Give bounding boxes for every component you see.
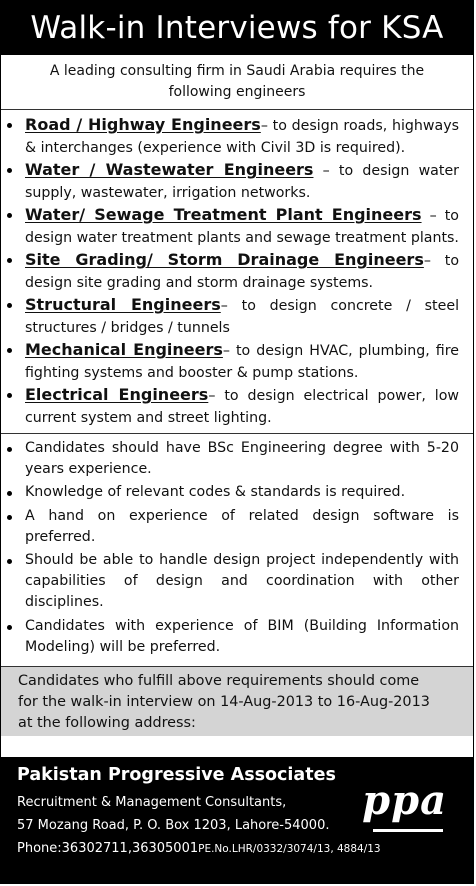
ppa-logo: ppa bbox=[362, 777, 447, 824]
requirements-list bbox=[1, 434, 473, 666]
intro-line-2: following engineers bbox=[168, 84, 306, 100]
intro-text bbox=[1, 55, 473, 110]
engineer-item bbox=[1, 249, 473, 294]
engineer-desc: – to design electrical power, low current system and street lighting. bbox=[25, 388, 459, 426]
intro-line-1: A leading consulting firm in Saudi Arabia requires the bbox=[49, 63, 425, 79]
engineer-role: Mechanical Engineers bbox=[25, 340, 223, 359]
engineer-item bbox=[1, 294, 473, 339]
engineer-role: Road / Highway Engineers bbox=[25, 115, 261, 134]
engineer-item bbox=[1, 384, 473, 429]
engineer-desc: – to design water supply, wastewater, irrigation networks. bbox=[25, 163, 460, 201]
walkin-line-2: for the walk-in interview on 14-Aug-2013 to 16-Aug-2013 bbox=[18, 694, 430, 711]
engineer-role: Site Grading/ Storm Drainage Engineers bbox=[25, 250, 424, 269]
engineer-desc: – to design water treatment plants and sewage treatment plants. bbox=[25, 208, 459, 246]
ad-title: Walk-in Interviews for KSA bbox=[1, 1, 473, 55]
requirement-item: Candidates should have BSc Engineering degree with 5-20 years experience. bbox=[1, 438, 473, 480]
phone-numbers: Phone:36302711,36305001 bbox=[17, 841, 199, 856]
engineer-desc: – to design concrete / steel structures / bridges / tunnels bbox=[25, 298, 460, 336]
requirement-item: Knowledge of relevant codes & standards is required. bbox=[1, 482, 473, 503]
requirement-item: Should be able to handle design project independently with capabilities of design and coordination with other disciplines. bbox=[1, 550, 473, 614]
requirement-item: Candidates with experience of BIM (Building Information Modeling) will be preferred. bbox=[1, 616, 473, 658]
registration-number: PE.No.LHR/0332/3074/13, 4884/13 bbox=[198, 843, 381, 855]
contact-footer bbox=[1, 757, 473, 883]
company-tagline: Recruitment & Management Consultants, bbox=[17, 795, 287, 810]
engineer-role: Water/ Sewage Treatment Plant Engineers bbox=[25, 205, 422, 224]
engineer-role: Structural Engineers bbox=[25, 295, 221, 314]
logo-underline bbox=[373, 829, 443, 832]
engineer-role: Water / Wastewater Engineers bbox=[25, 160, 314, 179]
engineer-desc: – to design site grading and storm drainage systems. bbox=[25, 253, 459, 291]
company-name: Pakistan Progressive Associates bbox=[17, 765, 336, 785]
contact-line bbox=[17, 841, 381, 856]
requirement-item: A hand on experience of related design software is preferred. bbox=[1, 506, 473, 548]
engineer-desc: – to design roads, highways & interchanges (experience with Civil 3D is required). bbox=[25, 118, 459, 156]
walkin-line-1: Candidates who fulfill above requirements should come bbox=[18, 673, 420, 690]
walkin-line-3: at the following address: bbox=[18, 715, 196, 732]
engineer-list bbox=[1, 110, 473, 434]
engineer-item bbox=[1, 339, 473, 384]
engineer-desc: – to design HVAC, plumbing, fire fighting systems and booster & pump stations. bbox=[25, 343, 459, 381]
company-address: 57 Mozang Road, P. O. Box 1203, Lahore-54000. bbox=[17, 818, 330, 833]
engineer-role: Electrical Engineers bbox=[25, 385, 209, 404]
walkin-notice bbox=[1, 666, 473, 736]
engineer-item bbox=[1, 204, 473, 249]
engineer-item bbox=[1, 159, 473, 204]
engineer-item bbox=[1, 114, 473, 159]
